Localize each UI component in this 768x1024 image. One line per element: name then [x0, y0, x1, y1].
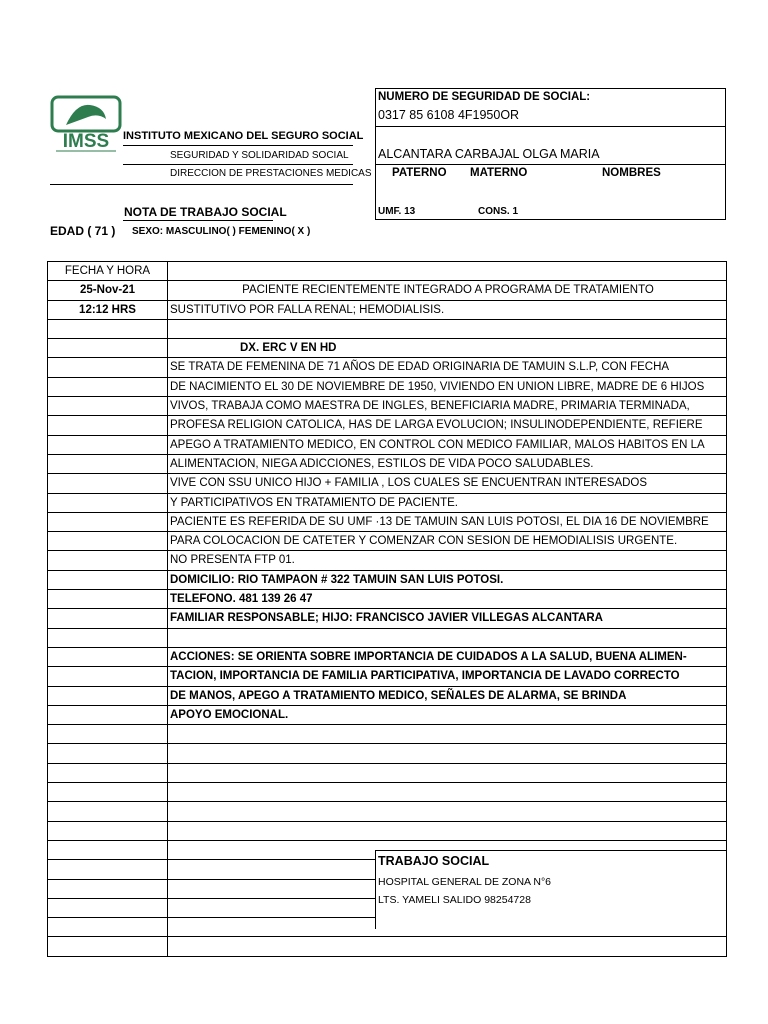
- signature-box: [375, 850, 727, 929]
- date-time-cell: [48, 416, 168, 434]
- date-time-cell: [48, 513, 168, 531]
- note-text-cell: [168, 262, 726, 280]
- note-text-cell: PROFESA RELIGION CATOLICA, HAS DE LARGA EVOLUCION; INSULINODEPENDIENTE, REFIERE: [170, 419, 703, 432]
- note-text-cell: Y PARTICIPATIVOS EN TRATAMIENTO DE PACIENTE.: [170, 496, 458, 509]
- note-text-cell: NO PRESENTA FTP 01.: [170, 554, 295, 567]
- department-name: DIRECCION DE PRESTACIONES MEDICAS: [170, 168, 372, 179]
- patient-name: ALCANTARA CARBAJAL OLGA MARIA: [378, 147, 600, 161]
- date-time-cell: [48, 532, 168, 550]
- note-text-cell: VIVOS, TRABAJA COMO MAESTRA DE INGLES, BENEFICIARIA MADRE, PRIMARIA TERMINADA,: [170, 400, 690, 413]
- date-time-cell: [48, 725, 168, 743]
- table-row: [48, 822, 726, 841]
- table-row: [48, 262, 726, 281]
- note-text-cell: APOYO EMOCIONAL.: [170, 708, 289, 721]
- label-nombres: NOMBRES: [602, 167, 661, 179]
- table-row: [48, 590, 726, 609]
- table-row: [48, 320, 726, 339]
- table-row: [48, 416, 726, 435]
- date-time-cell: [48, 339, 168, 357]
- note-text-cell: [168, 783, 726, 801]
- note-text-cell: ACCIONES: SE ORIENTA SOBRE IMPORTANCIA DE CUIDADOS A LA SALUD, BUENA ALIMEN-: [170, 650, 687, 663]
- table-row: [48, 281, 726, 300]
- age-field: EDAD ( 71 ): [50, 224, 116, 238]
- note-text-cell: DX. ERC V EN HD: [240, 342, 337, 355]
- patient-id-box: [375, 88, 726, 220]
- date-time-cell: [48, 609, 168, 627]
- date-time-cell: [48, 320, 168, 338]
- note-text-cell: PARA COLOCACION DE CATETER Y COMENZAR CON SESION DE HEMODIALISIS URGENTE.: [170, 535, 678, 548]
- date-time-cell: [48, 571, 168, 589]
- table-row: [48, 494, 726, 513]
- date-time-cell: [48, 802, 168, 820]
- imss-logo: [50, 95, 122, 153]
- table-row: [48, 455, 726, 474]
- date-time-header: FECHA Y HORA: [48, 262, 168, 280]
- table-row: [48, 436, 726, 455]
- date-time-cell: [48, 706, 168, 724]
- table-row: [48, 378, 726, 397]
- date-time-cell: [48, 494, 168, 512]
- table-row: [48, 397, 726, 416]
- date-time-cell: [48, 397, 168, 415]
- note-text-cell: [168, 937, 726, 955]
- date-time-cell: 12:12 HRS: [48, 301, 168, 319]
- date-time-cell: [48, 551, 168, 569]
- table-row: [48, 629, 726, 648]
- note-text-cell: SE TRATA DE FEMENINA DE 71 AÑOS DE EDAD ORIGINARIA DE TAMUIN S.L.P, CON FECHA: [170, 361, 670, 374]
- label-paterno: PATERNO: [392, 167, 447, 179]
- date-time-cell: [48, 899, 168, 917]
- signature-hospital: HOSPITAL GENERAL DE ZONA N°6: [378, 876, 552, 888]
- note-text-cell: [168, 802, 726, 820]
- date-time-cell: [48, 860, 168, 878]
- date-time-cell: [48, 590, 168, 608]
- date-time-cell: [48, 358, 168, 376]
- note-text-cell: [168, 629, 726, 647]
- note-text-cell: DE MANOS, APEGO A TRATAMIENTO MEDICO, SEÑALES DE ALARMA, SE BRINDA: [170, 689, 627, 702]
- note-text-cell: SUSTITUTIVO POR FALLA RENAL; HEMODIALISIS.: [170, 303, 445, 316]
- table-row: [48, 706, 726, 725]
- note-text-cell: [168, 725, 726, 743]
- table-row: [48, 764, 726, 783]
- date-time-cell: [48, 764, 168, 782]
- nss-value: 0317 85 6108 4F1950OR: [378, 108, 520, 122]
- cons-field: CONS. 1: [478, 206, 519, 217]
- date-time-cell: [48, 744, 168, 762]
- document-title: NOTA DE TRABAJO SOCIAL: [124, 205, 287, 219]
- table-row: [48, 301, 726, 320]
- table-row: [48, 937, 726, 955]
- signature-name: LTS. YAMELI SALIDO 98254728: [378, 894, 531, 906]
- table-row: [48, 513, 726, 532]
- note-text-cell: APEGO A TRATAMIENTO MEDICO, EN CONTROL CON MEDICO FAMILIAR, MALOS HABITOS EN LA: [170, 438, 705, 451]
- table-row: [48, 532, 726, 551]
- institution-subtitle: SEGURIDAD Y SOLIDARIDAD SOCIAL: [170, 150, 349, 161]
- date-time-cell: [48, 918, 168, 936]
- table-row: [48, 667, 726, 686]
- table-row: [48, 648, 726, 667]
- table-row: [48, 783, 726, 802]
- note-text-cell: [168, 822, 726, 840]
- note-text-cell: [168, 764, 726, 782]
- nss-label: NUMERO DE SEGURIDAD DE SOCIAL:: [378, 91, 591, 103]
- note-text-cell: [168, 320, 726, 338]
- table-row: [48, 474, 726, 493]
- table-row: [48, 339, 726, 358]
- note-text-cell: TELEFONO. 481 139 26 47: [170, 593, 313, 606]
- signature-title: TRABAJO SOCIAL: [378, 854, 490, 868]
- table-row: [48, 551, 726, 570]
- table-row: [48, 744, 726, 763]
- date-time-cell: [48, 841, 168, 859]
- date-time-cell: [48, 880, 168, 898]
- table-row: [48, 687, 726, 706]
- table-row: [48, 358, 726, 377]
- sex-field: SEXO: MASCULINO( ) FEMENINO( X ): [132, 226, 311, 237]
- note-text-cell: TACION, IMPORTANCIA DE FAMILIA PARTICIPATIVA, IMPORTANCIA DE LAVADO CORRECTO: [170, 670, 680, 683]
- date-time-cell: [48, 455, 168, 473]
- label-materno: MATERNO: [470, 167, 528, 179]
- institution-name: INSTITUTO MEXICANO DEL SEGURO SOCIAL: [123, 130, 364, 142]
- note-text-cell: [168, 744, 726, 762]
- date-time-cell: 25-Nov-21: [48, 281, 168, 299]
- note-text-cell: VIVE CON SSU UNICO HIJO + FAMILIA , LOS CUALES SE ENCUENTRAN INTERESADOS: [170, 477, 648, 490]
- date-time-cell: [48, 822, 168, 840]
- svg-text:IMSS: IMSS: [62, 131, 110, 152]
- table-row: [48, 571, 726, 590]
- date-time-cell: [48, 378, 168, 396]
- date-time-cell: [48, 648, 168, 666]
- date-time-cell: [48, 436, 168, 454]
- note-text-cell: DE NACIMIENTO EL 30 DE NOVIEMBRE DE 1950, VIVIENDO EN UNION LIBRE, MADRE DE 6 HIJOS: [170, 380, 705, 393]
- table-row: [48, 802, 726, 821]
- table-row: [48, 725, 726, 744]
- note-text-cell: ALIMENTACION, NIEGA ADICCIONES, ESTILOS DE VIDA POCO SALUDABLES.: [170, 457, 594, 470]
- umf-field: UMF. 13: [378, 206, 416, 217]
- note-text-cell: FAMILIAR RESPONSABLE; HIJO: FRANCISCO JAVIER VILLEGAS ALCANTARA: [170, 612, 603, 625]
- date-time-cell: [48, 629, 168, 647]
- date-time-cell: [48, 474, 168, 492]
- note-text-cell: DOMICILIO: RIO TAMPAON # 322 TAMUIN SAN LUIS POTOSI.: [170, 573, 504, 586]
- table-row: [48, 609, 726, 628]
- note-text-cell: PACIENTE ES REFERIDA DE SU UMF ·13 DE TAMUIN SAN LUIS POTOSI, EL DIA 16 DE NOVIEMBRE: [170, 515, 709, 528]
- date-time-cell: [48, 937, 168, 955]
- date-time-cell: [48, 783, 168, 801]
- date-time-cell: [48, 687, 168, 705]
- date-time-cell: [48, 667, 168, 685]
- note-text-cell: PACIENTE RECIENTEMENTE INTEGRADO A PROGRAMA DE TRATAMIENTO: [242, 284, 654, 297]
